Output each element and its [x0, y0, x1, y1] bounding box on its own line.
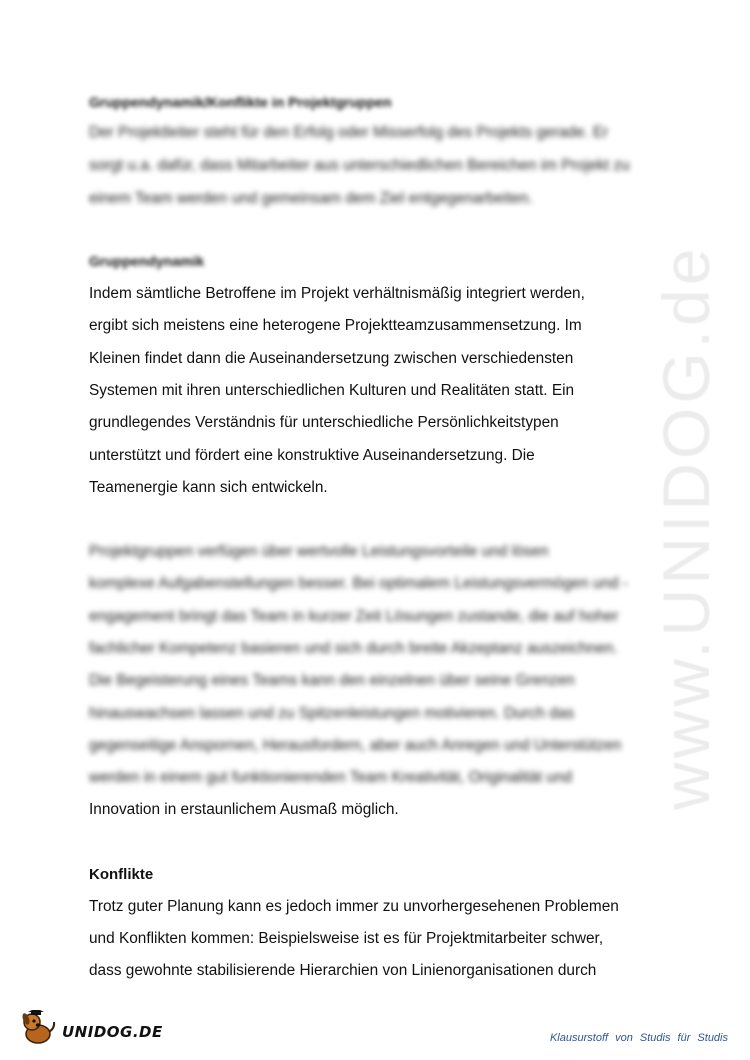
text-line: Teamenergie kann sich entwickeln.: [89, 479, 328, 496]
text-line: sorgt u.a. dafür, dass Mitarbeiter aus unterschiedlichen Bereichen im Projekt zu: [89, 157, 630, 174]
text-line: werden in einem gut funktionierenden Team Kreativität, Originalität und: [89, 769, 573, 786]
text-line: grundlegendes Verständnis für unterschiedliche Persönlichkeitstypen: [89, 414, 559, 431]
dog-icon: [18, 1010, 58, 1046]
text-line: Indem sämtliche Betroffene im Projekt verhältnismäßig integriert werden,: [89, 285, 585, 302]
text-line: fachlicher Kompetenz basieren und sich durch breite Akzeptanz auszeichnen.: [89, 640, 618, 657]
text-line: engagement bringt das Team in kurzer Zeit Lösungen zustande, die auf hoher: [89, 608, 619, 625]
text-line: gegenseitige Anspornen, Herausfordern, aber auch Anregen und Unterstützen: [89, 737, 622, 754]
section-heading-konflikte: Konflikte: [89, 866, 154, 883]
text-line: Systemen mit ihren unterschiedlichen Kulturen und Realitäten statt. Ein: [89, 382, 575, 399]
text-line: Projektgruppen verfügen über wertvolle Leistungsvorteile und lösen: [89, 543, 549, 560]
text-line: Trotz guter Planung kann es jedoch immer zu unvorhergesehenen Problemen: [89, 898, 619, 915]
text-line: Kleinen findet dann die Auseinandersetzung zwischen verschiedensten: [89, 350, 574, 367]
watermark: www.UNIDOG.de: [649, 244, 723, 810]
text-line: Der Projektleiter steht für den Erfolg oder Misserfolg des Projekts gerade. Er: [89, 124, 609, 141]
text-line: dass gewohnte stabilisierende Hierarchien von Linienorganisationen durch: [89, 962, 597, 979]
text-line: einem Team werden und gemeinsam dem Ziel entgegenarbeiten.: [89, 190, 533, 207]
text-line: hinauswachsen lassen und zu Spitzenleistungen motivieren. Durch das: [89, 705, 575, 722]
text-line: Innovation in erstaunlichem Ausmaß möglich.: [89, 801, 399, 818]
text-line: ergibt sich meistens eine heterogene Projektteamzusammensetzung. Im: [89, 317, 582, 334]
section-heading-gruppendynamik: Gruppendynamik: [89, 253, 205, 269]
page-title: Gruppendynamik/Konflikte in Projektgruppen: [89, 94, 392, 110]
text-line: unterstützt und fördert eine konstruktive Auseinandersetzung. Die: [89, 447, 535, 464]
logo-text: UNIDOG.DE: [62, 1023, 163, 1041]
unidog-logo: [18, 1010, 163, 1046]
text-line: Die Begeisterung eines Teams kann den einzelnen über seine Grenzen: [89, 672, 575, 689]
footer-tagline: Klausurstoff von Studis für Studis: [549, 1032, 728, 1044]
text-line: komplexe Aufgabenstellungen besser. Bei optimalem Leistungsvermögen und -: [89, 575, 629, 592]
text-line: und Konflikten kommen: Beispielsweise ist es für Projektmitarbeiter schwer,: [89, 930, 604, 947]
